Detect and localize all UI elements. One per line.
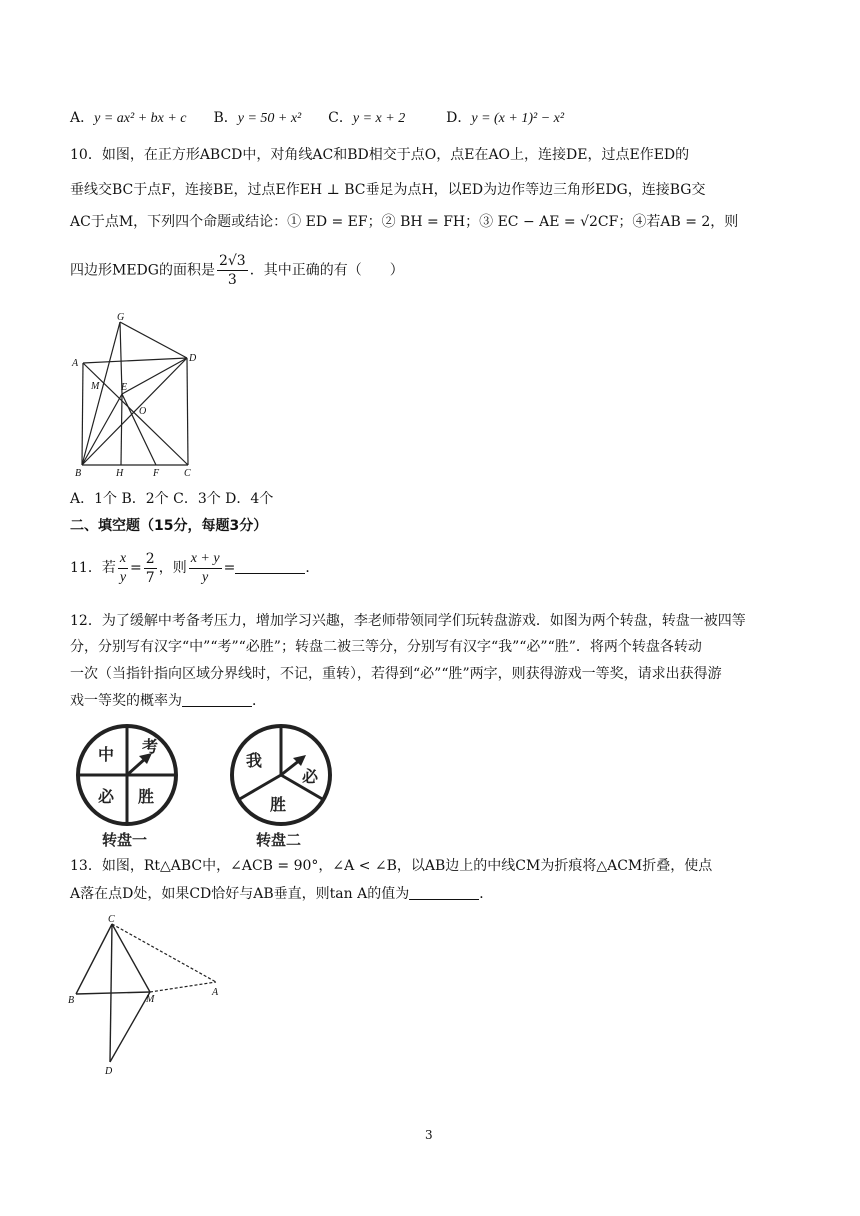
q12-line-4 (70, 691, 266, 711)
q10-line-2: 垂线交BC于点F，连接BE，过点E作EH ⊥ BC垂足为点H，以ED为边作等边三角形EDG，连接BG交 (70, 182, 706, 198)
q9-option-b-expr: y = 50 + x² (237, 111, 302, 126)
q10-fraction (217, 252, 248, 289)
q10-label-f: F (153, 468, 160, 479)
wheel-1-sector-bottom-right: 胜 (138, 789, 155, 806)
q11-frac1-den: y (119, 569, 127, 585)
q10-line-4-pre: 四边形MEDG的面积是 (70, 262, 215, 279)
q11-eq2: = (223, 560, 236, 576)
q13-label-a: A (212, 987, 219, 998)
q10-label-c: C (184, 468, 191, 479)
q11 (70, 548, 319, 588)
q10-label-e: E (121, 382, 128, 393)
q11-mid: ，则 (158, 560, 187, 576)
spinner-wheel-1 (72, 722, 184, 848)
wheel-1-sector-top-left: 中 (98, 747, 115, 764)
q11-frac-x-over-y (118, 550, 128, 587)
q10-label-h: H (116, 468, 124, 479)
q11-frac3-num: x + y (189, 550, 222, 569)
wheel-1-sector-bottom-left: 必 (98, 789, 115, 806)
section-2-heading: 二、填空题（15分，每题3分） (70, 518, 268, 534)
q13-label-c: C (108, 914, 115, 925)
q10-answer-options: A．1个 B．2个 C．3个 D．4个 (70, 491, 274, 507)
q9-option-b-label: B． (213, 110, 238, 126)
q11-frac3-den: y (202, 569, 209, 585)
q9-option-a-expr: y = ax² + bx + c (94, 111, 187, 126)
q13-line-1: 13．如图，Rt△ABC中，∠ACB = 90°，∠A < ∠B，以AB边上的中线CM为折痕将△ACM折叠，使点 (70, 858, 713, 874)
q13-label-b: B (68, 995, 75, 1006)
q10-label-a: A (72, 358, 79, 369)
wheel-1-caption: 转盘一 (102, 833, 148, 848)
q11-eq1: = (130, 560, 142, 576)
wheel-2-sector-left: 我 (246, 753, 263, 770)
q9-option-a-label: A． (70, 110, 95, 126)
q10-label-g: G (117, 312, 125, 323)
q10-label-m: M (91, 381, 100, 392)
q11-prefix: 11．若 (70, 560, 116, 576)
q12-line-2: 分，分别写有汉字“中”“考”“必胜”；转盘二被三等分，分别写有汉字“我”“必”“胜”．将两个转盘各转动 (70, 639, 702, 655)
q9-options (70, 108, 564, 129)
q13-line-2 (70, 884, 493, 904)
q10-label-o: O (139, 406, 147, 417)
q11-frac1-num: x (118, 550, 128, 569)
wheel-2-sector-bottom: 胜 (270, 797, 287, 814)
q12-line-1: 12．为了缓解中考备考压力，增加学习兴趣，李老师带领同学们玩转盘游戏．如图为两个转盘，转盘一被四等 (70, 613, 746, 629)
q11-frac2-num: 2 (145, 550, 155, 567)
q13-line-2-end: ． (479, 886, 494, 902)
q10-fraction-den: 3 (227, 272, 237, 288)
spinner-wheel-2 (226, 722, 338, 848)
q11-frac2-den: 7 (145, 569, 155, 586)
q12-line-4-end: ． (252, 693, 266, 709)
q12-line-3: 一次（当指针指向区域分界线时，不记，重转），若得到“必”“胜”两字，则获得游戏一等奖，请求出获得游 (70, 666, 722, 682)
q10-line-4 (70, 252, 404, 289)
wheel-2-sector-right: 必 (302, 769, 319, 786)
q10-label-b: B (75, 468, 82, 479)
q12-answer-blank[interactable] (182, 692, 252, 707)
q13-fold-figure (66, 912, 226, 1078)
q10-square-figure (70, 310, 200, 482)
q13-label-d: D (105, 1066, 113, 1077)
q11-frac-xy-over-y (189, 550, 222, 587)
q13-label-m: M (146, 994, 155, 1005)
wheel-2-caption: 转盘二 (256, 833, 302, 848)
q11-frac-2-over-7 (144, 550, 157, 587)
q10-line-4-post: ．其中正确的有（ ） (249, 262, 404, 279)
q9-option-c-expr: y = x + 2 (352, 111, 406, 126)
q10-label-d: D (189, 353, 197, 364)
q10-line-1: 10．如图，在正方形ABCD中，对角线AC和BD相交于点O，点E在AO上，连接DE，过点E作ED的 (70, 147, 690, 163)
q13-line-2-text: A落在点D处，如果CD恰好与AB垂直，则tan A的值为 (70, 886, 410, 902)
page-number: 3 (425, 1128, 433, 1142)
q9-option-d-label: D． (446, 110, 472, 126)
q12-line-4-text: 戏一等奖的概率为 (70, 693, 182, 709)
q13-answer-blank[interactable] (409, 885, 479, 900)
q10-line-3: AC于点M，下列四个命题或结论：① ED = EF；② BH = FH；③ EC − AE = √2CF；④若AB = 2，则 (70, 214, 739, 230)
q10-fraction-num: 2√3 (218, 253, 246, 269)
q9-option-c-label: C． (328, 110, 353, 126)
wheel-1-sector-top-right: 考 (142, 739, 159, 756)
q11-end: ． (305, 560, 320, 576)
q9-option-d-expr: y = (x + 1)² − x² (471, 111, 565, 126)
q11-answer-blank[interactable] (235, 559, 305, 574)
